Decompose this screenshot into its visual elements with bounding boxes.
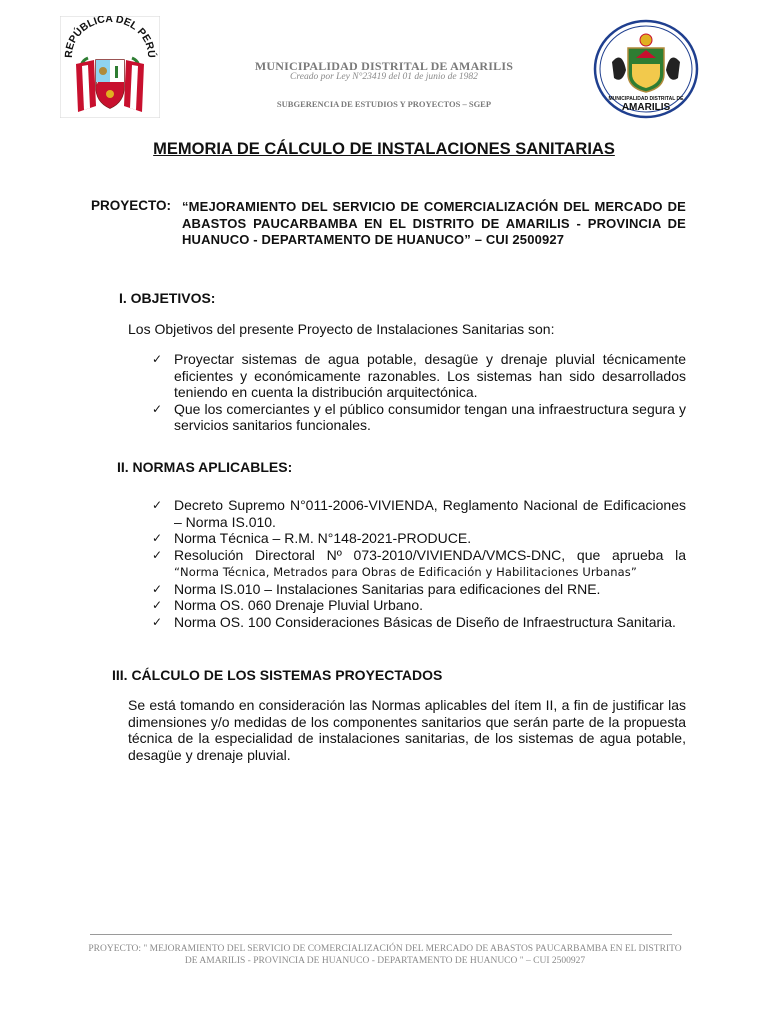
institution-name: MUNICIPALIDAD DISTRITAL DE AMARILIS <box>254 59 514 73</box>
list-item: ✓ Norma OS. 060 Drenaje Pluvial Urbano. <box>152 597 424 613</box>
list-item: ✓ Norma OS. 100 Consideraciones Básicas de Diseño de Infraestructura Sanitaria. <box>152 613 676 630</box>
objectives-intro: Los Objetivos del presente Proyecto de Instalaciones Sanitarias son: <box>128 321 555 337</box>
amarilis-municipal-seal-icon <box>592 18 700 120</box>
list-item: ✓ Que los comerciantes y el público consumidor tengan una infraestructura segura y servicios sanitarios funcionales. <box>152 400 686 433</box>
checkmark-icon: ✓ <box>152 581 163 596</box>
list-item: ✓ Decreto Supremo N°011-2006-VIVIENDA, Reglamento Nacional de Edificaciones – Norma IS.010. <box>152 497 686 530</box>
list-item: ✓ Resolución Directoral Nº 073-2010/VIVIENDA/VMCS-DNC, que aprueba la <box>152 546 686 563</box>
seal-top-text: MUNICIPALIDAD DISTRITAL DE <box>608 96 684 102</box>
list-item: ✓ Norma Técnica – R.M. N°148-2021-PRODUCE. <box>152 530 472 546</box>
footer-divider <box>90 934 672 935</box>
section-objectives-heading: I. OBJETIVOS: <box>119 290 216 306</box>
calculation-paragraph: Se está tomando en consideración las Normas aplicables del ítem II, a fin de justificar las dimensiones y/o medidas de los componentes sanitarios que serán parte de la propuesta técnica de la especialidad de instalaciones sanitarias, de los sistemas de agua potable, desagüe y drenaje pluvial. <box>128 697 686 763</box>
checkmark-icon: ✓ <box>152 498 163 512</box>
crest-text: REPÚBLICA DEL PERÚ <box>62 16 158 59</box>
checkmark-icon: ✓ <box>152 352 163 366</box>
list-item-subnote: “Norma Técnica, Metrados para Obras de Edificación y Habilitaciones Urbanas” <box>174 565 637 579</box>
peru-coat-of-arms-icon <box>60 16 160 118</box>
objectives-list <box>152 351 686 434</box>
norms-list <box>152 497 686 630</box>
project-label: PROYECTO: <box>91 198 172 213</box>
footer-text: PROYECTO: " MEJORAMIENTO DEL SERVICIO DE COMERCIALIZACIÓN DEL MERCADO DE ABASTOS PAUCARBAMBA EN EL DISTRITO DE AMARILIS - PROVINCIA DE HUANUCO - DEPARTAMENTO DE HUANUCO " – CUI 2500927 <box>88 944 682 966</box>
checkmark-icon: ✓ <box>152 401 163 416</box>
section-norms-heading: II. NORMAS APLICABLES: <box>117 459 293 475</box>
project-text: “MEJORAMIENTO DEL SERVICIO DE COMERCIALIZACIÓN DEL MERCADO DE ABASTOS PAUCARBAMBA EN EL DISTRITO DE AMARILIS - PROVINCIA DE HUANUCO - DEPARTAMENTO DE HUANUCO” – CUI 2500927 <box>182 199 686 247</box>
list-item: ✓ Proyectar sistemas de agua potable, desagüe y drenaje pluvial técnicamente eficientes y económicamente razonables. Los sistemas han sido desarrollados teniendo en cuenta la distribución arquitectónica. <box>152 351 686 400</box>
checkmark-icon: ✓ <box>152 614 163 629</box>
section-calculation-heading: III. CÁLCULO DE LOS SISTEMAS PROYECTADOS <box>112 667 443 683</box>
checkmark-icon: ✓ <box>152 531 163 545</box>
document-title: MEMORIA DE CÁLCULO DE INSTALACIONES SANITARIAS <box>153 140 615 158</box>
creation-note: Creado por Ley N°23419 del 01 de junio de 1982 <box>290 72 478 82</box>
checkmark-icon: ✓ <box>152 598 163 612</box>
department-name: SUBGERENCIA DE ESTUDIOS Y PROYECTOS – SGEP <box>276 99 492 109</box>
seal-name-text: AMARILIS <box>621 102 671 113</box>
checkmark-icon: ✓ <box>152 547 163 562</box>
list-item: ✓ Norma IS.010 – Instalaciones Sanitarias para edificaciones del RNE. <box>152 580 601 597</box>
